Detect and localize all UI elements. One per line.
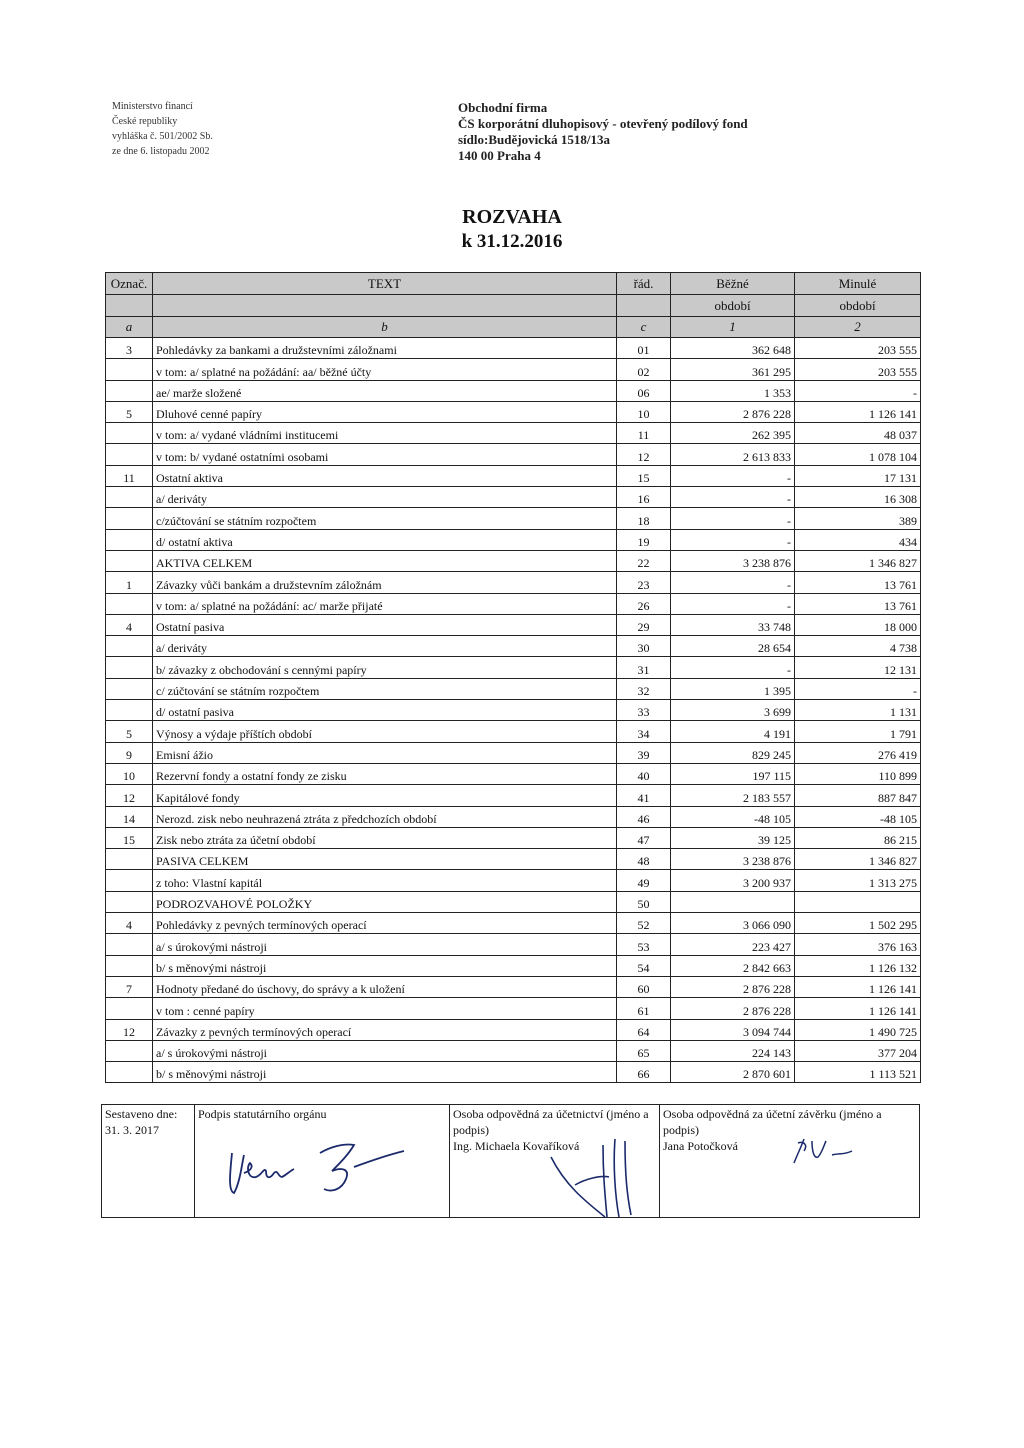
row-code — [106, 657, 153, 678]
accounting-cell — [450, 1105, 660, 1218]
row-current: 224 143 — [671, 1040, 795, 1061]
table-row — [106, 891, 921, 912]
row-number: 60 — [617, 976, 671, 997]
header-col-b: b — [153, 317, 617, 338]
row-number: 29 — [617, 614, 671, 635]
balance-sheet-table — [105, 272, 921, 1083]
header-text: TEXT — [153, 273, 617, 295]
row-previous: 13 761 — [795, 593, 921, 614]
row-code — [106, 891, 153, 912]
table-row — [106, 1040, 921, 1061]
accounting-name: Ing. Michaela Kovaříková — [453, 1139, 580, 1153]
row-number: 61 — [617, 998, 671, 1019]
row-text: v tom : cenné papíry — [153, 998, 617, 1019]
row-number: 66 — [617, 1062, 671, 1083]
table-row — [106, 806, 921, 827]
table-row — [106, 700, 921, 721]
row-number: 02 — [617, 359, 671, 380]
header-current-2: období — [671, 295, 795, 317]
closing-signature — [782, 1133, 872, 1173]
row-code: 1 — [106, 572, 153, 593]
row-code: 4 — [106, 614, 153, 635]
header-blank — [106, 295, 153, 317]
table-row — [106, 572, 921, 593]
table-row — [106, 849, 921, 870]
row-text: Pohledávky z pevných termínových operací — [153, 913, 617, 934]
row-code — [106, 955, 153, 976]
row-previous: 1 346 827 — [795, 550, 921, 571]
row-text: z toho: Vlastní kapitál — [153, 870, 617, 891]
table-row — [106, 529, 921, 550]
row-code — [106, 359, 153, 380]
row-code — [106, 1062, 153, 1083]
table-row — [106, 380, 921, 401]
row-text: b/ s měnovými nástroji — [153, 1062, 617, 1083]
row-previous: 389 — [795, 508, 921, 529]
row-code — [106, 934, 153, 955]
firm-line: 140 00 Praha 4 — [458, 148, 541, 163]
row-current: - — [671, 508, 795, 529]
row-number: 53 — [617, 934, 671, 955]
row-previous: 16 308 — [795, 487, 921, 508]
row-number: 30 — [617, 636, 671, 657]
row-previous: 12 131 — [795, 657, 921, 678]
row-number: 19 — [617, 529, 671, 550]
row-text: Ostatní pasiva — [153, 614, 617, 635]
row-code — [106, 636, 153, 657]
row-text: Závazky z pevných termínových operací — [153, 1019, 617, 1040]
row-current: - — [671, 657, 795, 678]
firm-line: sídlo:Budějovická 1518/13a — [458, 132, 611, 147]
statutory-label: Podpis statutárního orgánu — [198, 1107, 327, 1121]
header-rad: řád. — [617, 273, 671, 295]
row-current: - — [671, 487, 795, 508]
row-code — [106, 380, 153, 401]
row-text: Ostatní aktiva — [153, 465, 617, 486]
row-current: 2 842 663 — [671, 955, 795, 976]
row-code: 11 — [106, 465, 153, 486]
row-current: 262 395 — [671, 423, 795, 444]
signature-table — [101, 1104, 920, 1218]
row-previous: 18 000 — [795, 614, 921, 635]
row-number: 01 — [617, 338, 671, 359]
row-current: 28 654 — [671, 636, 795, 657]
row-previous: 1 131 — [795, 700, 921, 721]
row-number: 32 — [617, 678, 671, 699]
row-previous: 887 847 — [795, 785, 921, 806]
row-previous: - — [795, 678, 921, 699]
row-number: 12 — [617, 444, 671, 465]
row-code: 7 — [106, 976, 153, 997]
row-number: 34 — [617, 721, 671, 742]
row-previous: 1 126 141 — [795, 976, 921, 997]
header-blank — [153, 295, 617, 317]
table-row — [106, 636, 921, 657]
row-code: 15 — [106, 827, 153, 848]
header-col-2: 2 — [795, 317, 921, 338]
compiled-date: 31. 3. 2017 — [105, 1123, 159, 1137]
table-row — [106, 338, 921, 359]
row-code — [106, 550, 153, 571]
row-number: 31 — [617, 657, 671, 678]
row-text: a/ deriváty — [153, 487, 617, 508]
row-text: Kapitálové fondy — [153, 785, 617, 806]
row-current: -48 105 — [671, 806, 795, 827]
table-row — [106, 742, 921, 763]
row-current: - — [671, 529, 795, 550]
row-current: 2 876 228 — [671, 998, 795, 1019]
row-previous: 17 131 — [795, 465, 921, 486]
row-number: 47 — [617, 827, 671, 848]
row-code — [106, 678, 153, 699]
row-current: 829 245 — [671, 742, 795, 763]
row-text: b/ s měnovými nástroji — [153, 955, 617, 976]
header-blank — [617, 295, 671, 317]
row-code: 4 — [106, 913, 153, 934]
row-text: Rezervní fondy a ostatní fondy ze zisku — [153, 763, 617, 784]
row-current: - — [671, 572, 795, 593]
row-number: 41 — [617, 785, 671, 806]
row-current: 3 200 937 — [671, 870, 795, 891]
row-text: a/ s úrokovými nástroji — [153, 934, 617, 955]
row-number: 50 — [617, 891, 671, 912]
statutory-cell — [195, 1105, 450, 1218]
row-number: 16 — [617, 487, 671, 508]
row-code: 12 — [106, 1019, 153, 1040]
row-current: 2 876 228 — [671, 976, 795, 997]
row-number: 64 — [617, 1019, 671, 1040]
table-row — [106, 934, 921, 955]
row-number: 23 — [617, 572, 671, 593]
row-previous: 377 204 — [795, 1040, 921, 1061]
document-title: ROZVAHA — [462, 206, 562, 228]
header-previous-1: Minulé — [795, 273, 921, 295]
row-number: 52 — [617, 913, 671, 934]
row-previous: 1 490 725 — [795, 1019, 921, 1040]
row-current: 3 238 876 — [671, 550, 795, 571]
row-number: 46 — [617, 806, 671, 827]
row-text: v tom: a/ vydané vládními institucemi — [153, 423, 617, 444]
row-previous: 1 113 521 — [795, 1062, 921, 1083]
header-col-1: 1 — [671, 317, 795, 338]
row-previous: 86 215 — [795, 827, 921, 848]
table-row — [106, 870, 921, 891]
row-text: v tom: b/ vydané ostatními osobami — [153, 444, 617, 465]
row-current: 3 066 090 — [671, 913, 795, 934]
row-number: 22 — [617, 550, 671, 571]
table-row — [106, 955, 921, 976]
row-code — [106, 998, 153, 1019]
header-previous-2: období — [795, 295, 921, 317]
row-current: 2 183 557 — [671, 785, 795, 806]
row-current: 223 427 — [671, 934, 795, 955]
row-previous: 203 555 — [795, 338, 921, 359]
row-code — [106, 444, 153, 465]
row-number: 48 — [617, 849, 671, 870]
row-text: Emisní ážio — [153, 742, 617, 763]
row-text: v tom: a/ splatné na požádání: ac/ marže přijaté — [153, 593, 617, 614]
row-number: 33 — [617, 700, 671, 721]
row-code: 12 — [106, 785, 153, 806]
table-row — [106, 401, 921, 422]
row-previous: 376 163 — [795, 934, 921, 955]
table-row — [106, 550, 921, 571]
closing-cell — [660, 1105, 920, 1218]
row-number: 49 — [617, 870, 671, 891]
row-current: 2 613 833 — [671, 444, 795, 465]
row-text: PODROZVAHOVÉ POLOŽKY — [153, 891, 617, 912]
table-row — [106, 444, 921, 465]
table-row — [106, 614, 921, 635]
compiled-label: Sestaveno dne: — [105, 1107, 178, 1121]
row-code — [106, 593, 153, 614]
row-code: 9 — [106, 742, 153, 763]
row-current: 3 699 — [671, 700, 795, 721]
row-number: 39 — [617, 742, 671, 763]
row-current: 1 395 — [671, 678, 795, 699]
table-row — [106, 1019, 921, 1040]
row-current: - — [671, 593, 795, 614]
row-code: 5 — [106, 721, 153, 742]
table-row — [106, 423, 921, 444]
row-number: 15 — [617, 465, 671, 486]
table-row — [106, 998, 921, 1019]
row-code — [106, 870, 153, 891]
row-previous: 1 126 141 — [795, 998, 921, 1019]
statutory-signature — [220, 1133, 410, 1203]
row-code — [106, 487, 153, 508]
row-code — [106, 849, 153, 870]
row-previous: 1 313 275 — [795, 870, 921, 891]
row-number: 26 — [617, 593, 671, 614]
ministry-header — [112, 99, 213, 159]
table-row — [106, 359, 921, 380]
row-number: 06 — [617, 380, 671, 401]
table-row — [106, 487, 921, 508]
row-previous: 110 899 — [795, 763, 921, 784]
row-previous: - — [795, 380, 921, 401]
row-code — [106, 529, 153, 550]
closing-name: Jana Potočková — [663, 1139, 738, 1153]
row-code — [106, 700, 153, 721]
row-number: 54 — [617, 955, 671, 976]
firm-header — [458, 100, 748, 164]
row-number: 40 — [617, 763, 671, 784]
header-col-c: c — [617, 317, 671, 338]
row-previous — [795, 891, 921, 912]
table-row — [106, 508, 921, 529]
row-text: Výnosy a výdaje příštích období — [153, 721, 617, 742]
row-previous: 1 126 132 — [795, 955, 921, 976]
row-current: 197 115 — [671, 763, 795, 784]
row-current: 4 191 — [671, 721, 795, 742]
document-date: k 31.12.2016 — [461, 231, 563, 252]
row-text: Nerozd. zisk nebo neuhrazená ztráta z předchozích období — [153, 806, 617, 827]
row-current: 362 648 — [671, 338, 795, 359]
row-text: c/zúčtování se státním rozpočtem — [153, 508, 617, 529]
row-previous: 203 555 — [795, 359, 921, 380]
row-current: 39 125 — [671, 827, 795, 848]
table-row — [106, 465, 921, 486]
row-current: - — [671, 465, 795, 486]
ministry-line: České republiky — [112, 116, 178, 127]
row-current: 3 238 876 — [671, 849, 795, 870]
row-current: 33 748 — [671, 614, 795, 635]
row-previous: -48 105 — [795, 806, 921, 827]
compiled-cell — [102, 1105, 195, 1218]
row-text: v tom: a/ splatné na požádání: aa/ běžné účty — [153, 359, 617, 380]
row-previous: 1 502 295 — [795, 913, 921, 934]
table-row — [106, 827, 921, 848]
row-text: Hodnoty předané do úschovy, do správy a k uložení — [153, 976, 617, 997]
header-oznac: Označ. — [106, 273, 153, 295]
row-text: a/ s úrokovými nástroji — [153, 1040, 617, 1061]
row-code: 5 — [106, 401, 153, 422]
row-text: d/ ostatní pasiva — [153, 700, 617, 721]
row-text: Závazky vůči bankám a družstevním záložnám — [153, 572, 617, 593]
row-code: 14 — [106, 806, 153, 827]
firm-line: Obchodní firma — [458, 100, 548, 115]
row-text: Zisk nebo ztráta za účetní období — [153, 827, 617, 848]
row-previous: 434 — [795, 529, 921, 550]
row-current: 2 870 601 — [671, 1062, 795, 1083]
row-current: 361 295 — [671, 359, 795, 380]
table-row — [106, 1062, 921, 1083]
row-previous: 1 791 — [795, 721, 921, 742]
firm-line: ČS korporátní dluhopisový - otevřený podílový fond — [458, 116, 748, 131]
row-text: b/ závazky z obchodování s cennými papíry — [153, 657, 617, 678]
row-text: PASIVA CELKEM — [153, 849, 617, 870]
table-row — [106, 657, 921, 678]
row-number: 11 — [617, 423, 671, 444]
row-code — [106, 508, 153, 529]
table-row — [106, 721, 921, 742]
row-text: c/ zúčtování se státním rozpočtem — [153, 678, 617, 699]
accounting-signature — [545, 1135, 655, 1219]
row-previous: 1 078 104 — [795, 444, 921, 465]
row-current: 1 353 — [671, 380, 795, 401]
row-current: 2 876 228 — [671, 401, 795, 422]
row-current — [671, 891, 795, 912]
header-col-a: a — [106, 317, 153, 338]
row-code: 3 — [106, 338, 153, 359]
row-code: 10 — [106, 763, 153, 784]
ministry-line: Ministerstvo financí — [112, 101, 193, 112]
row-text: AKTIVA CELKEM — [153, 550, 617, 571]
row-previous: 1 346 827 — [795, 849, 921, 870]
accounting-label: Osoba odpovědná za účetnictví (jméno a podpis) — [453, 1107, 649, 1137]
row-previous: 276 419 — [795, 742, 921, 763]
row-previous: 48 037 — [795, 423, 921, 444]
table-row — [106, 763, 921, 784]
row-previous: 1 126 141 — [795, 401, 921, 422]
row-number: 10 — [617, 401, 671, 422]
row-number: 18 — [617, 508, 671, 529]
table-row — [106, 785, 921, 806]
table-row — [106, 976, 921, 997]
header-current-1: Běžné — [671, 273, 795, 295]
table-row — [106, 593, 921, 614]
row-previous: 13 761 — [795, 572, 921, 593]
row-code — [106, 423, 153, 444]
row-text: ae/ marže složené — [153, 380, 617, 401]
row-current: 3 094 744 — [671, 1019, 795, 1040]
row-number: 65 — [617, 1040, 671, 1061]
row-text: Dluhové cenné papíry — [153, 401, 617, 422]
row-code — [106, 1040, 153, 1061]
row-text: d/ ostatní aktiva — [153, 529, 617, 550]
ministry-line: ze dne 6. listopadu 2002 — [112, 146, 210, 157]
row-text: Pohledávky za bankami a družstevními záložnami — [153, 338, 617, 359]
row-text: a/ deriváty — [153, 636, 617, 657]
ministry-line: vyhláška č. 501/2002 Sb. — [112, 131, 213, 142]
closing-label: Osoba odpovědná za účetní závěrku (jméno a podpis) — [663, 1107, 882, 1137]
row-previous: 4 738 — [795, 636, 921, 657]
table-row — [106, 678, 921, 699]
table-row — [106, 913, 921, 934]
